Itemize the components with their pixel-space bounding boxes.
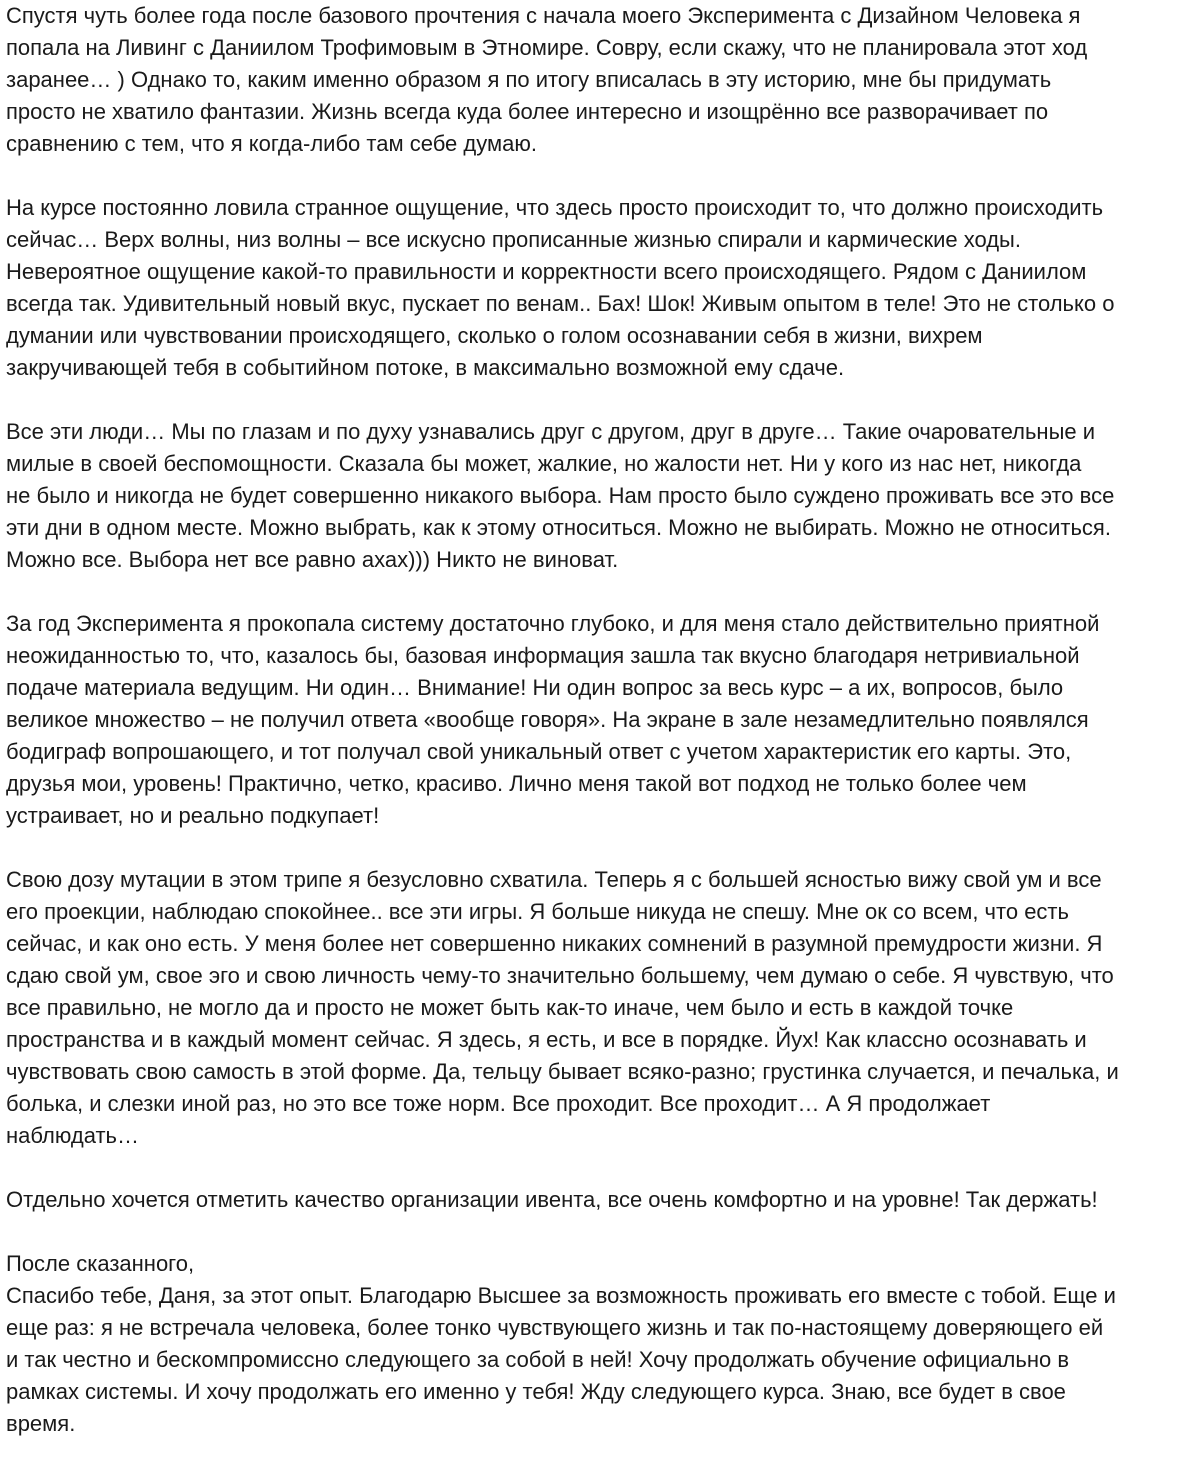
- text-line: великое множество – не получил ответа «вообще говоря». На экране в зале незамедлительно появлялся: [6, 707, 1089, 732]
- text-line: После сказанного,: [6, 1251, 195, 1276]
- text-line: устраивает, но и реально подкупает!: [6, 803, 380, 828]
- text-line: сейчас, и как оно есть. У меня более нет совершенно никаких сомнений в разумной премудрости жизни. Я: [6, 931, 1103, 956]
- text-line: За год Эксперимента я прокопала систему достаточно глубоко, и для меня стало действительно приятной: [6, 611, 1100, 636]
- text-line: еще раз: я не встречала человека, более тонко чувствующего жизнь и так по-настоящему доверяющего ей: [6, 1315, 1104, 1340]
- paragraph: [6, 0, 1194, 160]
- text-line: милые в своей беспомощности. Сказала бы может, жалкие, но жалости нет. Ни у кого из нас нет, никогда: [6, 451, 1082, 476]
- text-line: сейчас… Верх волны, низ волны – все искусно прописанные жизнью спирали и кармические ходы.: [6, 227, 1021, 252]
- paragraph: [6, 864, 1194, 1152]
- text-line: эти дни в одном месте. Можно выбрать, как к этому относиться. Можно не выбирать. Можно не относиться.: [6, 515, 1111, 540]
- text-line: время.: [6, 1411, 76, 1436]
- text-line: думании или чувствовании происходящего, сколько о голом осознавании себя в жизни, вихрем: [6, 323, 983, 348]
- text-line: рамках системы. И хочу продолжать его именно у тебя! Жду следующего курса. Знаю, все будет в свое: [6, 1379, 1066, 1404]
- text-line: Все эти люди… Мы по глазам и по духу узнавались друг с другом, друг в друге… Такие очаровательные и: [6, 419, 1096, 444]
- text-line: все правильно, не могло да и просто не может быть как-то иначе, чем было и есть в каждой точке: [6, 995, 1014, 1020]
- text-line: чувствовать свою самость в этой форме. Да, тельцу бывает всяко-разно; грустинка случается, и печалька, и: [6, 1059, 1119, 1084]
- text-line: не было и никогда не будет совершенно никакого выбора. Нам просто было суждено проживать все это все: [6, 483, 1115, 508]
- text-line: наблюдать…: [6, 1123, 139, 1148]
- paragraph: [6, 1248, 1194, 1440]
- text-line: и так честно и бескомпромиссно следующего за собой в ней! Хочу продолжать обучение официально в: [6, 1347, 1070, 1372]
- paragraph: [6, 416, 1194, 576]
- text-line: Отдельно хочется отметить качество организации ивента, все очень комфортно и на уровне! Так держать!: [6, 1187, 1098, 1212]
- paragraph: [6, 1184, 1194, 1216]
- text-line: пространства и в каждый момент сейчас. Я здесь, я есть, и все в порядке. Йух! Как классно осознавать и: [6, 1027, 1087, 1052]
- text-line: сравнению с тем, что я когда-либо там себе думаю.: [6, 131, 537, 156]
- text-line: неожиданностью то, что, казалось бы, базовая информация зашла так вкусно благодаря нетривиальной: [6, 643, 1080, 668]
- text-line: Можно все. Выбора нет все равно ахах))) Никто не виноват.: [6, 547, 619, 572]
- text-line: всегда так. Удивительный новый вкус, пускает по венам.. Бах! Шок! Живым опытом в теле! Это не столько о: [6, 291, 1115, 316]
- text-line: На курсе постоянно ловила странное ощущение, что здесь просто происходит то, что должно происходить: [6, 195, 1104, 220]
- text-line: просто не хватило фантазии. Жизнь всегда куда более интересно и изощрённо все разворачивает по: [6, 99, 1049, 124]
- text-line: Невероятное ощущение какой-то правильности и корректности всего происходящего. Рядом с Даниилом: [6, 259, 1087, 284]
- text-line: Свою дозу мутации в этом трипе я безусловно схватила. Теперь я с большей ясностью вижу свой ум и все: [6, 867, 1102, 892]
- text-line: заранее… ) Однако то, каким именно образом я по итогу вписалась в эту историю, мне бы придумать: [6, 67, 1052, 92]
- text-line: Спасибо тебе, Даня, за этот опыт. Благодарю Высшее за возможность проживать его вместе с тобой. Еще и: [6, 1283, 1116, 1308]
- text-line: друзья мои, уровень! Практично, четко, красиво. Лично меня такой вот подход не только более чем: [6, 771, 1027, 796]
- paragraph: [6, 608, 1194, 832]
- text-line: подаче материала ведущим. Ни один… Внимание! Ни один вопрос за весь курс – а их, вопросов, было: [6, 675, 1064, 700]
- text-line: бодиграф вопрошающего, и тот получал свой уникальный ответ с учетом характеристик его карты. Это,: [6, 739, 1072, 764]
- text-line: закручивающей тебя в событийном потоке, в максимально возможной ему сдаче.: [6, 355, 845, 380]
- text-line: попала на Ливинг с Даниилом Трофимовым в Этномире. Совру, если скажу, что не планировала этот ход: [6, 35, 1088, 60]
- text-line: сдаю свой ум, свое эго и свою личность чему-то значительно большему, чем думаю о себе. Я чувствую, что: [6, 963, 1114, 988]
- text-line: болька, и слезки иной раз, но это все тоже норм. Все проходит. Все проходит… А Я продолжает: [6, 1091, 991, 1116]
- text-line: его проекции, наблюдаю спокойнее.. все эти игры. Я больше никуда не спешу. Мне ок со всем, что есть: [6, 899, 1069, 924]
- text-line: Спустя чуть более года после базового прочтения с начала моего Эксперимента с Дизайном Человека я: [6, 3, 1081, 28]
- paragraph: [6, 192, 1194, 384]
